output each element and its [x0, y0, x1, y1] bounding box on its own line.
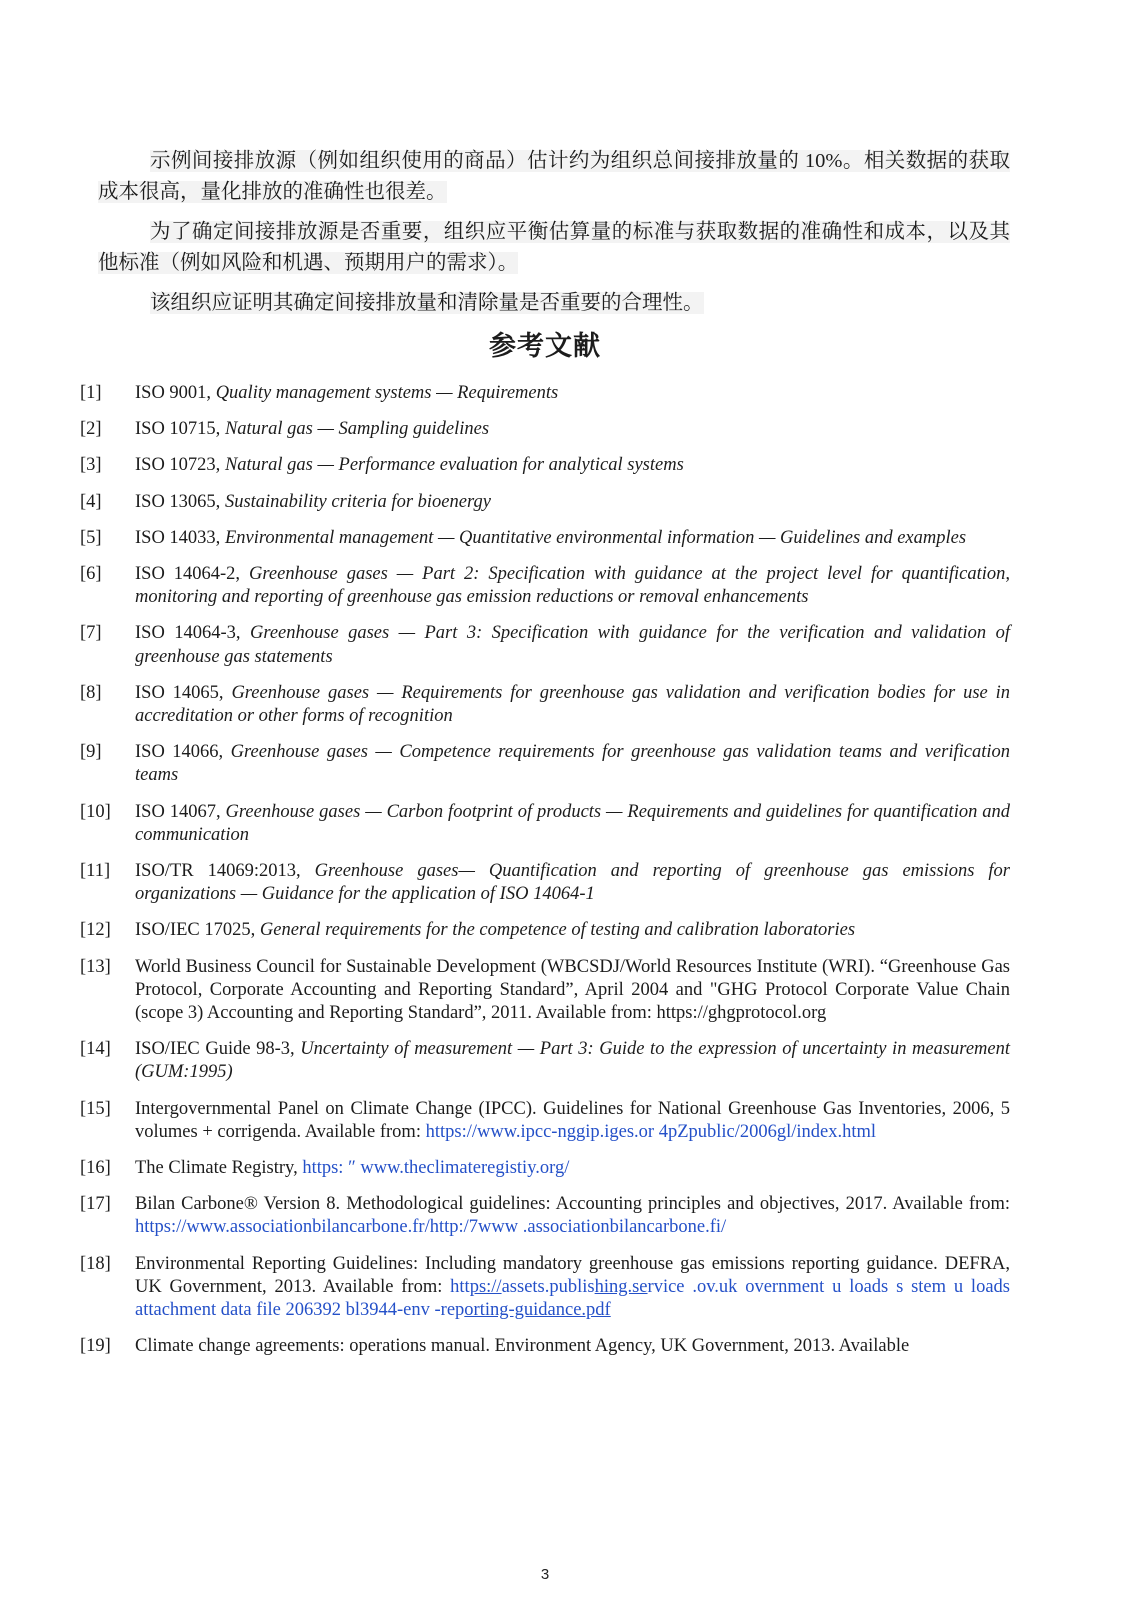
reference-text-segment: ISO/IEC Guide 98-3, [135, 1039, 301, 1060]
reference-number: [12] [80, 920, 111, 941]
page-number: 3 [540, 1566, 550, 1583]
paragraph-text: 示例间接排放源（例如组织使用的商品）估计约为组织总间接排放量的 10%。相关数据的获取成本很高，量化排放的准确性也很差。 [98, 150, 1010, 203]
paragraph-text: 为了确定间接排放源是否重要，组织应平衡估算量的标准与获取数据的准确性和成本，以及其他标准（例如风险和机遇、预期用户的需求）。 [98, 221, 1010, 274]
reference-text-segment: The Climate Registry, [135, 1158, 303, 1179]
reference-number: [13] [80, 956, 111, 977]
reference-text-segment: Bilan Carbone® Version 8. Methodological guidelines: Accounting principles and objectives, 2017. Available from: [135, 1194, 1010, 1215]
reference-number: [9] [80, 742, 102, 763]
references-list [80, 382, 1010, 1359]
references-heading: 参考文献 [489, 331, 601, 361]
reference-entry [80, 382, 1010, 405]
reference-entry [80, 622, 1010, 668]
reference-entry [80, 418, 1010, 441]
reference-link[interactable]: hing.se [594, 1276, 648, 1297]
reference-text-segment: General requirements for the competence of testing and calibration laboratories [259, 920, 856, 941]
reference-entry [80, 919, 1010, 942]
reference-text-segment: Uncertainty of measurement — Part 3: Guide to the expression of uncertainty in measurement (GUM:1995) [135, 1039, 1010, 1083]
reference-entry [80, 527, 1010, 550]
reference-text-segment: ISO 14066, [135, 742, 231, 763]
reference-number: [2] [80, 419, 102, 440]
reference-text-segment: Natural gas — Sampling guidelines [224, 419, 490, 440]
reference-entry [80, 1193, 1010, 1239]
reference-text-segment: World Business Council for Sustainable Development (WBCSDJ/World Resources Institute (WRI). “Greenhouse Gas Protocol, Corporate Accounting and Reporting Standard”, April 2004 and "GHG Protocol Corporate Value Chain (scope 3) Accounting and Reporting Standard”, 2011. Available from: https://ghgprotocol.org [135, 956, 1010, 1024]
reference-text-segment: Intergovernmental Panel on Climate Change (IPCC). Guidelines for National Greenhouse Gas Inventories, 2006, 5 volumes + corrigenda. Available from: [135, 1098, 1010, 1142]
reference-text-segment: ISO 10715, [135, 419, 225, 440]
reference-text-segment: ISO 13065, [135, 491, 225, 512]
reference-link[interactable]: ps:// [469, 1276, 502, 1297]
reference-text-segment: ISO 14064-2, [135, 564, 250, 585]
reference-link[interactable]: htt [450, 1276, 470, 1297]
reference-text [135, 1194, 1010, 1237]
reference-entry [80, 454, 1010, 477]
reference-text-segment: ISO 14065, [135, 682, 232, 703]
reference-number: [8] [80, 682, 102, 703]
paragraph-justification [98, 288, 1010, 319]
reference-text-segment: ISO/TR 14069:2013, [135, 861, 315, 882]
reference-link[interactable]: assets.publis [501, 1276, 595, 1297]
reference-number: [3] [80, 455, 102, 476]
reference-text [135, 419, 489, 439]
page-content [80, 146, 1010, 1372]
reference-text [135, 861, 1010, 904]
reference-text-segment: Greenhouse gases — Competence requirements for greenhouse gas validation teams and verification teams [135, 742, 1010, 786]
reference-text-segment: Sustainability criteria for bioenergy [224, 491, 491, 512]
reference-link[interactable]: orting-guidance.pdf [464, 1300, 611, 1321]
reference-text [135, 564, 1010, 607]
reference-text-segment: ISO 9001, [135, 383, 216, 403]
reference-entry [80, 860, 1010, 906]
reference-entry [80, 1038, 1010, 1084]
paragraph-text: 该组织应证明其确定间接排放量和清除量是否重要的合理性。 [150, 292, 704, 314]
reference-text [135, 492, 491, 512]
paragraph-significance-criteria [98, 217, 1010, 279]
reference-number: [16] [80, 1158, 111, 1179]
reference-text-segment: Greenhouse gases — Requirements for greenhouse gas validation and verification bodies for use in accreditation or other forms of recognition [135, 682, 1010, 727]
reference-text-segment: ISO 14067, [135, 801, 226, 822]
reference-number: [14] [80, 1039, 111, 1060]
reference-text-segment: Environmental management — Quantitative environmental information — Guidelines and examples [224, 527, 967, 548]
reference-text [135, 1158, 569, 1178]
reference-entry [80, 1157, 1010, 1180]
reference-number: [11] [80, 861, 111, 882]
reference-number: [5] [80, 527, 102, 548]
reference-text-segment: ISO/IEC 17025, [135, 920, 260, 941]
reference-text [135, 683, 1010, 726]
reference-number: [7] [80, 623, 102, 644]
reference-text [135, 742, 1010, 785]
reference-text-segment: ISO 10723, [135, 455, 225, 476]
reference-number: [15] [80, 1098, 111, 1119]
reference-text [135, 623, 1010, 666]
reference-entry [80, 801, 1010, 847]
reference-entry [80, 956, 1010, 1026]
reference-text-segment: Climate change agreements: operations manual. Environment Agency, UK Government, 2013. Available [135, 1336, 910, 1357]
reference-text-segment: Environmental Reporting Guidelines: Including mandatory greenhouse gas emissions reporting guidance. DEFRA, UK Government, 2013. Available from: [135, 1253, 1010, 1297]
reference-entry [80, 741, 1010, 787]
reference-text-segment: Greenhouse gases — Part 2: Specification with guidance at the project level for quantification, monitoring and reporting of greenhouse gas emission reductions or removal enhancements [135, 564, 1010, 608]
reference-number: [18] [80, 1253, 111, 1274]
reference-text [135, 1099, 1010, 1142]
reference-text [135, 1254, 1010, 1320]
reference-text [135, 383, 558, 403]
reference-number: [10] [80, 801, 111, 822]
reference-link[interactable]: https://www.associationbilancarbone.fr/http:/7www .associationbilancarbone.fi/ [135, 1217, 727, 1238]
reference-entry [80, 1253, 1010, 1323]
paragraph-indirect-source-example [98, 146, 1010, 208]
reference-link[interactable]: rvice .ov.uk overnment u loads s stem u loads attachment data file 206392 bl3944-env -rep [135, 1276, 1010, 1321]
reference-text [135, 1039, 1010, 1082]
reference-entry [80, 1335, 1010, 1358]
reference-number: [1] [80, 383, 102, 403]
reference-number: [4] [80, 491, 102, 512]
reference-entry [80, 491, 1010, 514]
reference-number: [17] [80, 1194, 111, 1215]
reference-text [135, 455, 684, 475]
reference-text [135, 802, 1010, 845]
reference-entry [80, 563, 1010, 609]
reference-text-segment: ISO 14033, [135, 527, 225, 548]
reference-text-segment: Quality management systems — Requirements [215, 383, 559, 403]
reference-number: [19] [80, 1336, 111, 1357]
reference-link[interactable]: https://www.ipcc-nggip.iges.or 4pZpublic/2006gl/index.html [425, 1121, 877, 1142]
reference-number: [6] [80, 564, 102, 585]
reference-text-segment: Natural gas — Performance evaluation for analytical systems [224, 455, 684, 476]
reference-text [135, 1336, 909, 1356]
reference-text-segment: ISO 14064-3, [135, 623, 250, 644]
reference-entry [80, 682, 1010, 728]
reference-text-segment: Greenhouse gases— Quantification and reporting of greenhouse gas emissions for organizations — Guidance for the application of ISO 14064-1 [135, 861, 1011, 905]
reference-text [135, 920, 855, 940]
reference-text [135, 528, 966, 548]
reference-entry [80, 1098, 1010, 1144]
reference-text [135, 957, 1010, 1023]
reference-text-segment: Greenhouse gases — Carbon footprint of products — Requirements and guidelines for quantification and communication [135, 801, 1011, 845]
reference-text-segment: Greenhouse gases — Part 3: Specification with guidance for the verification and validation of greenhouse gas statements [135, 623, 1010, 667]
reference-link[interactable]: https: ″ www.theclimateregistiy.org/ [302, 1158, 570, 1179]
